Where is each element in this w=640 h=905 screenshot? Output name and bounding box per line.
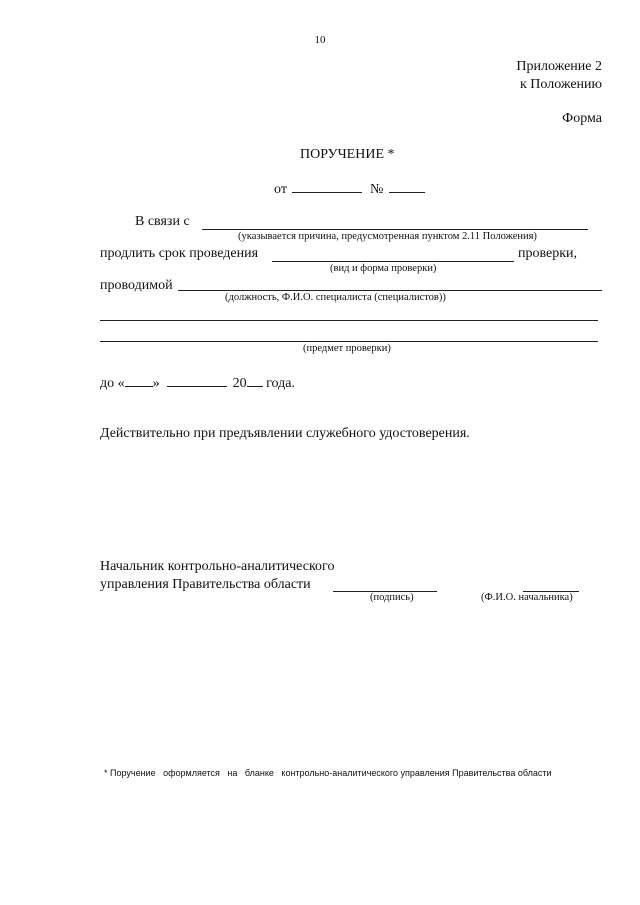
extend-suffix: проверки, bbox=[518, 246, 578, 261]
reason-blank-line[interactable] bbox=[202, 229, 588, 230]
page-number: 10 bbox=[314, 34, 326, 46]
reason-caption: (указывается причина, предусмотренная пунктом 2.11 Положения) bbox=[238, 231, 537, 242]
appendix-line-2: к Положению bbox=[519, 77, 602, 92]
number-blank[interactable] bbox=[389, 180, 425, 193]
signature-position-line-1: Начальник контрольно-аналитического bbox=[100, 559, 335, 574]
signature-position-line-2: управления Правительства области bbox=[100, 577, 311, 592]
check-type-blank-line[interactable] bbox=[272, 261, 514, 262]
year-prefix: 20 bbox=[232, 376, 247, 391]
date-blank[interactable] bbox=[292, 180, 362, 193]
footnote: * Поручение оформляется на бланке контрольно-аналитического управления Правительства области bbox=[104, 768, 552, 778]
date-number-row bbox=[274, 180, 425, 198]
subject-caption: (предмет проверки) bbox=[303, 343, 391, 354]
appendix-line-1: Приложение 2 bbox=[516, 59, 602, 74]
name-caption: (Ф.И.О. начальника) bbox=[481, 592, 573, 603]
signature-caption: (подпись) bbox=[370, 592, 414, 603]
close-quote: » bbox=[152, 376, 160, 391]
validity-text: Действительно при предъявлении служебного удостоверения. bbox=[100, 426, 470, 441]
deadline-row bbox=[100, 374, 295, 392]
subject-blank-line-1[interactable] bbox=[100, 320, 598, 321]
performer-blank-line[interactable] bbox=[178, 290, 602, 291]
from-label: от bbox=[274, 182, 287, 197]
number-sign: № bbox=[369, 182, 384, 197]
performer-caption: (должность, Ф.И.О. специалиста (специалистов)) bbox=[225, 292, 446, 303]
month-blank[interactable] bbox=[167, 374, 227, 387]
check-type-caption: (вид и форма проверки) bbox=[330, 263, 437, 274]
year-suffix: года. bbox=[266, 376, 295, 391]
until-label: до « bbox=[100, 376, 125, 391]
extend-prefix: продлить срок проведения bbox=[100, 246, 259, 261]
year-blank[interactable] bbox=[247, 374, 263, 387]
reason-prefix: В связи с bbox=[135, 214, 190, 229]
day-blank[interactable] bbox=[125, 374, 153, 387]
subject-blank-line-2[interactable] bbox=[100, 341, 598, 342]
form-label: Форма bbox=[562, 111, 602, 126]
document-title: ПОРУЧЕНИЕ * bbox=[300, 147, 395, 162]
performer-prefix: проводимой bbox=[100, 278, 173, 293]
